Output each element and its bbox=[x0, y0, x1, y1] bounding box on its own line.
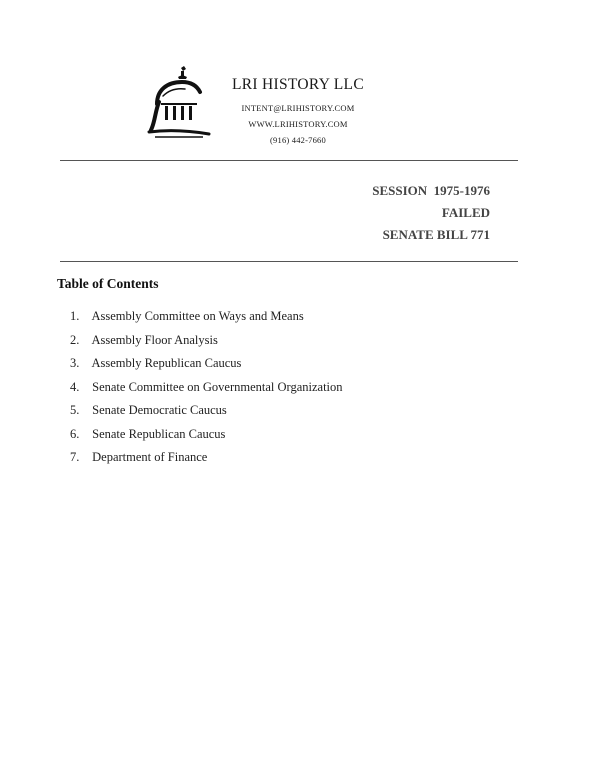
top-divider bbox=[60, 160, 518, 161]
toc-item[interactable] bbox=[70, 378, 343, 402]
toc-item[interactable] bbox=[70, 331, 343, 355]
bill-number: SENATE BILL 771 bbox=[382, 227, 490, 242]
toc-list bbox=[70, 307, 343, 472]
toc-item[interactable] bbox=[70, 401, 343, 425]
session-info bbox=[372, 180, 490, 246]
toc-item[interactable] bbox=[70, 425, 343, 449]
capitol-dome-logo-icon bbox=[145, 64, 213, 140]
toc-title: Table of Contents bbox=[57, 276, 159, 291]
toc-item-number: 2. bbox=[70, 332, 80, 347]
company-website: WWW.LRIHISTORY.COM bbox=[248, 119, 348, 129]
session-years: SESSION 1975-1976 bbox=[372, 183, 490, 198]
company-email: INTENT@LRIHISTORY.COM bbox=[241, 103, 355, 113]
toc-item-label: Senate Democratic Caucus bbox=[92, 403, 227, 417]
company-name: LRI HISTORY LLC bbox=[232, 76, 364, 93]
toc-item-label: Assembly Republican Caucus bbox=[91, 356, 242, 370]
toc-item-label: Senate Committee on Governmental Organization bbox=[92, 379, 343, 394]
toc-item-number: 3. bbox=[70, 356, 80, 370]
toc-item-number: 7. bbox=[70, 450, 80, 464]
company-phone: (916) 442-7660 bbox=[270, 135, 326, 145]
bottom-divider bbox=[60, 261, 518, 262]
bill-status: FAILED bbox=[441, 205, 490, 220]
toc-item[interactable] bbox=[70, 307, 343, 331]
toc-item-number: 1. bbox=[70, 309, 80, 323]
toc-item-label: Assembly Committee on Ways and Means bbox=[91, 309, 304, 323]
toc-item[interactable] bbox=[70, 354, 343, 378]
toc-item-number: 4. bbox=[70, 379, 80, 394]
letterhead bbox=[218, 76, 378, 148]
toc-item-number: 5. bbox=[70, 403, 80, 417]
toc-item-number: 6. bbox=[70, 426, 80, 441]
toc-item[interactable] bbox=[70, 448, 343, 472]
toc-item-label: Department of Finance bbox=[92, 450, 208, 464]
toc-item-label: Senate Republican Caucus bbox=[92, 426, 226, 441]
toc-item-label: Assembly Floor Analysis bbox=[91, 332, 218, 347]
